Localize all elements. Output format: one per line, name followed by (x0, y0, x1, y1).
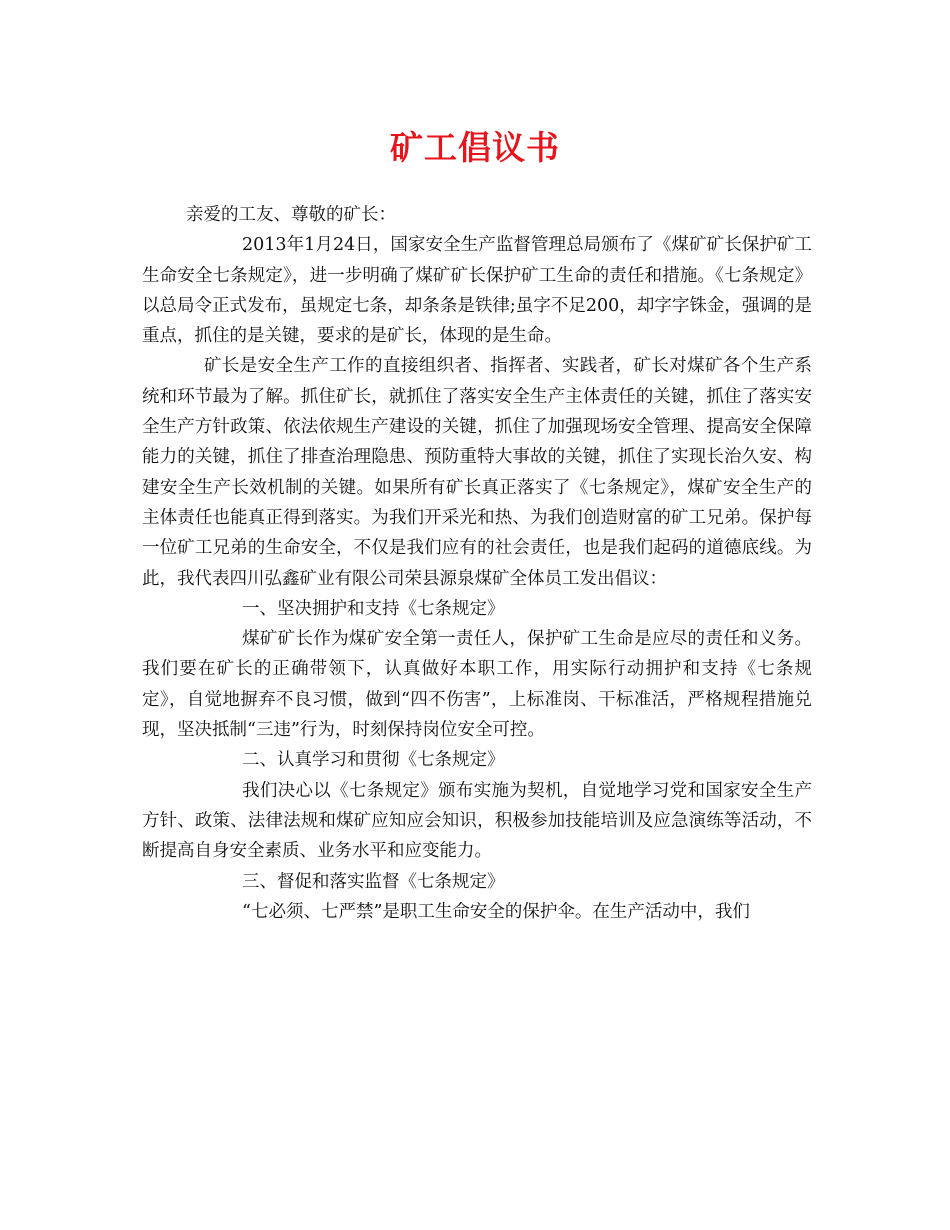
section-body-3: “七必须、七严禁”是职工生命安全的保护伞。在生产活动中，我们 (242, 901, 750, 922)
section-heading-1: 一、坚决拥护和支持《七条规定》 (242, 598, 505, 619)
salutation-paragraph: 亲爱的工友、尊敬的矿长： (186, 205, 396, 225)
mine-manager-paragraph: 矿长是安全生产工作的直接组织者、指挥者、实践者，矿长对煤矿各个生产系统和环节最为了解。抓住矿长，就抓住了落实安全生产主体责任的关键，抓住了落实安全生产方针政策、依法依规生产建设的关键，抓住了加强现场安全管理、提高安全保障能力的关键，抓住了排查治理隐患、预防重特大事故的关键，抓住了实现长治久安、构建安全生产长效机制的关键。如果所有矿长真正落实了《七条规定》，煤矿安全生产的主体责任也能真正得到落实。为我们开采光和热、为我们创造财富的矿工兄弟。保护每一位矿工兄弟的生命安全，不仅是我们应有的社会责任，也是我们起码的道德底线。为此，我代表四川弘鑫矿业有限公司荣县源泉煤矿全体员工发出倡议： (142, 356, 812, 589)
document-title: 矿工倡议书 (390, 128, 560, 167)
section-body-2: 我们决心以《七条规定》颁布实施为契机，自觉地学习党和国家安全生产方针、政策、法律法规和煤矿应知应会知识，积极参加技能培训及应急演练等活动，不断提高自身安全素质、业务水平和应变能力。 (142, 780, 812, 862)
section-heading-2: 二、认真学习和贯彻《七条规定》 (242, 750, 505, 771)
intro-paragraph: 2013年1月24日，国家安全生产监督管理总局颁布了《煤矿矿长保护矿工生命安全七条规定》，进一步明确了煤矿矿长保护矿工生命的责任和措施。《七条规定》以总局令正式发布，虽规定七条，却条条是铁律;虽字不足200，却字字铢金，强调的是重点，抓住的是关键，要求的是矿长，体现的是生命。 (142, 235, 812, 347)
section-body-1: 煤矿矿长作为煤矿安全第一责任人，保护矿工生命是应尽的责任和义务。我们要在矿长的正确带领下，认真做好本职工作，用实际行动拥护和支持《七条规定》，自觉地摒弃不良习惯，做到“四不伤害”，上标准岗、干标准活，严格规程措施兑现，坚决抵制“三违”行为，时刻保持岗位安全可控。 (142, 629, 812, 741)
section-heading-3: 三、督促和落实监督《七条规定》 (242, 871, 505, 892)
document-body (142, 200, 812, 927)
